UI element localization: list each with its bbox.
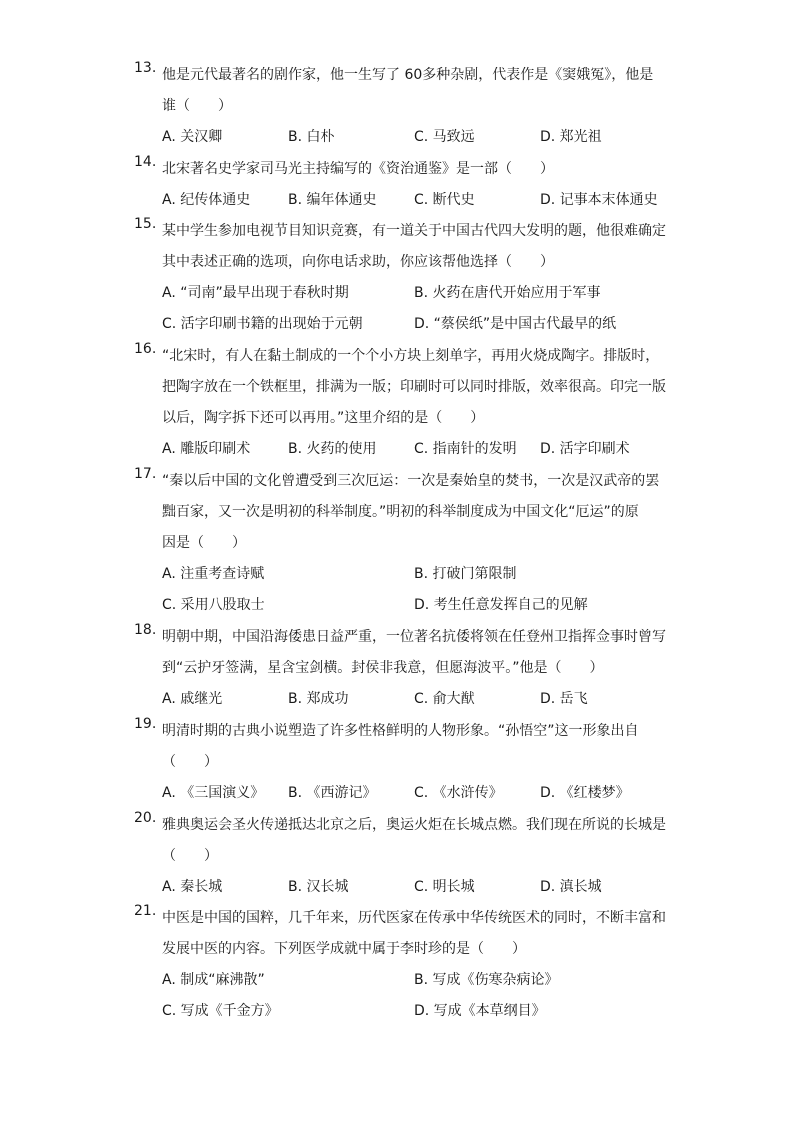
stem-line: 他是元代最著名的剧作家，他一生写了 60多种杂剧，代表作是《窦娥冤》，他是 <box>162 67 654 83</box>
stem-line: 谁（ ） <box>162 98 232 114</box>
option-c[interactable]: C. 断代史 <box>414 192 475 208</box>
option-b[interactable]: B. 火药在唐代开始应用于军事 <box>414 285 601 301</box>
option-c[interactable]: C. 写成《千金方》 <box>162 1003 279 1019</box>
options <box>162 185 674 216</box>
option-b[interactable]: B. 《西游记》 <box>288 785 377 801</box>
option-c[interactable]: C. 马致远 <box>414 129 475 145</box>
options <box>162 434 674 465</box>
stem-line: “北宋时，有人在黏土制成的一个个小方块上刻单字，再用火烧成陶字。排版时， <box>162 348 660 364</box>
option-c[interactable]: C. 俞大猷 <box>414 691 475 707</box>
stem-line: （ ） <box>162 754 218 770</box>
option-d[interactable]: D. 记事本末体通史 <box>540 192 658 208</box>
stem-line: （ ） <box>162 848 218 864</box>
stem-line: 明清时期的古典小说塑造了许多性格鲜明的人物形象。“孙悟空”这一形象出自 <box>162 723 639 739</box>
option-d[interactable]: D. “蔡侯纸”是中国古代最早的纸 <box>414 316 617 332</box>
option-d[interactable]: D. 《红楼梦》 <box>540 785 630 801</box>
option-d[interactable]: D. 写成《本草纲目》 <box>414 1003 546 1019</box>
question-stem <box>162 716 674 778</box>
question-stem <box>162 60 674 122</box>
option-c[interactable]: C. 指南针的发明 <box>414 441 517 457</box>
options <box>162 278 674 340</box>
question-stem <box>162 341 674 434</box>
options <box>162 872 674 903</box>
question-stem <box>162 622 674 684</box>
option-d[interactable]: D. 岳飞 <box>540 691 588 707</box>
option-a[interactable]: A. 戚继光 <box>162 691 223 707</box>
question-stem <box>162 810 674 872</box>
option-d[interactable]: D. 滇长城 <box>540 879 602 895</box>
options <box>162 778 674 809</box>
stem-line: 雅典奥运会圣火传递抵达北京之后，奥运火炬在长城点燃。我们现在所说的长城是 <box>162 817 666 833</box>
question-18 <box>134 622 674 715</box>
question-number: 18. <box>134 622 157 638</box>
stem-line: 其中表述正确的选项，向你电话求助，你应该帮他选择（ ） <box>162 254 554 270</box>
options <box>162 122 674 153</box>
question-stem <box>162 466 674 559</box>
option-b[interactable]: B. 编年体通史 <box>288 192 377 208</box>
stem-line: 某中学生参加电视节目知识竞赛，有一道关于中国古代四大发明的题，他很难确定 <box>162 223 666 239</box>
question-number: 15. <box>134 216 157 232</box>
question-16 <box>134 341 674 465</box>
stem-line: 黜百家，又一次是明初的科举制度。”明初的科举制度成为中国文化“厄运”的原 <box>162 504 639 520</box>
option-d[interactable]: D. 考生任意发挥自己的见解 <box>414 597 588 613</box>
question-15 <box>134 216 674 340</box>
question-number: 20. <box>134 810 157 826</box>
option-a[interactable]: A. “司南”最早出现于春秋时期 <box>162 285 349 301</box>
stem-line: 发展中医的内容。下列医学成就中属于李时珍的是（ ） <box>162 941 526 957</box>
option-b[interactable]: B. 打破门第限制 <box>414 566 517 582</box>
option-a[interactable]: A. 雕版印刷术 <box>162 441 251 457</box>
option-b[interactable]: B. 写成《伤寒杂病论》 <box>414 972 559 988</box>
stem-line: 北宋著名史学家司马光主持编写的《资治通鉴》是一部（ ） <box>162 161 554 177</box>
question-number: 14. <box>134 154 157 170</box>
options <box>162 559 674 621</box>
question-number: 19. <box>134 716 157 732</box>
option-c[interactable]: C. 《水浒传》 <box>414 785 503 801</box>
question-13 <box>134 60 674 153</box>
stem-line: 到“云护牙签满，星含宝剑横。封侯非我意，但愿海波平。”他是（ ） <box>162 660 604 676</box>
question-number: 16. <box>134 341 157 357</box>
stem-line: “秦以后中国的文化曾遭受到三次厄运：一次是秦始皇的焚书，一次是汉武帝的罢 <box>162 473 660 489</box>
stem-line: 以后，陶字拆下还可以再用。”这里介绍的是（ ） <box>162 410 485 426</box>
question-17 <box>134 466 674 621</box>
options <box>162 684 674 715</box>
question-number: 21. <box>134 903 157 919</box>
stem-line: 中医是中国的国粹，几千年来，历代医家在传承中华传统医术的同时，不断丰富和 <box>162 910 666 926</box>
stem-line: 因是（ ） <box>162 535 246 551</box>
option-b[interactable]: B. 汉长城 <box>288 879 349 895</box>
question-20 <box>134 810 674 903</box>
option-d[interactable]: D. 活字印刷术 <box>540 441 630 457</box>
question-stem <box>162 903 674 965</box>
question-number: 17. <box>134 466 157 482</box>
question-stem <box>162 154 674 185</box>
question-stem <box>162 216 674 278</box>
option-c[interactable]: C. 活字印刷书籍的出现始于元朝 <box>162 316 363 332</box>
option-d[interactable]: D. 郑光祖 <box>540 129 602 145</box>
option-a[interactable]: A. 注重考查诗赋 <box>162 566 265 582</box>
option-c[interactable]: C. 明长城 <box>414 879 475 895</box>
option-a[interactable]: A. 制成“麻沸散” <box>162 972 265 988</box>
option-a[interactable]: A. 纪传体通史 <box>162 192 251 208</box>
option-a[interactable]: A. 关汉卿 <box>162 129 223 145</box>
question-14 <box>134 154 674 216</box>
question-19 <box>134 716 674 809</box>
option-a[interactable]: A. 秦长城 <box>162 879 223 895</box>
question-number: 13. <box>134 60 157 76</box>
option-b[interactable]: B. 火药的使用 <box>288 441 377 457</box>
option-b[interactable]: B. 郑成功 <box>288 691 349 707</box>
stem-line: 把陶字放在一个铁框里，排满为一版；印刷时可以同时排版，效率很高。印完一版 <box>162 379 666 395</box>
option-c[interactable]: C. 采用八股取士 <box>162 597 265 613</box>
options <box>162 965 674 1027</box>
stem-line: 明朝中期，中国沿海倭患日益严重，一位著名抗倭将领在任登州卫指挥佥事时曾写 <box>162 629 666 645</box>
option-a[interactable]: A. 《三国演义》 <box>162 785 265 801</box>
question-21 <box>134 903 674 1027</box>
option-b[interactable]: B. 白朴 <box>288 129 335 145</box>
